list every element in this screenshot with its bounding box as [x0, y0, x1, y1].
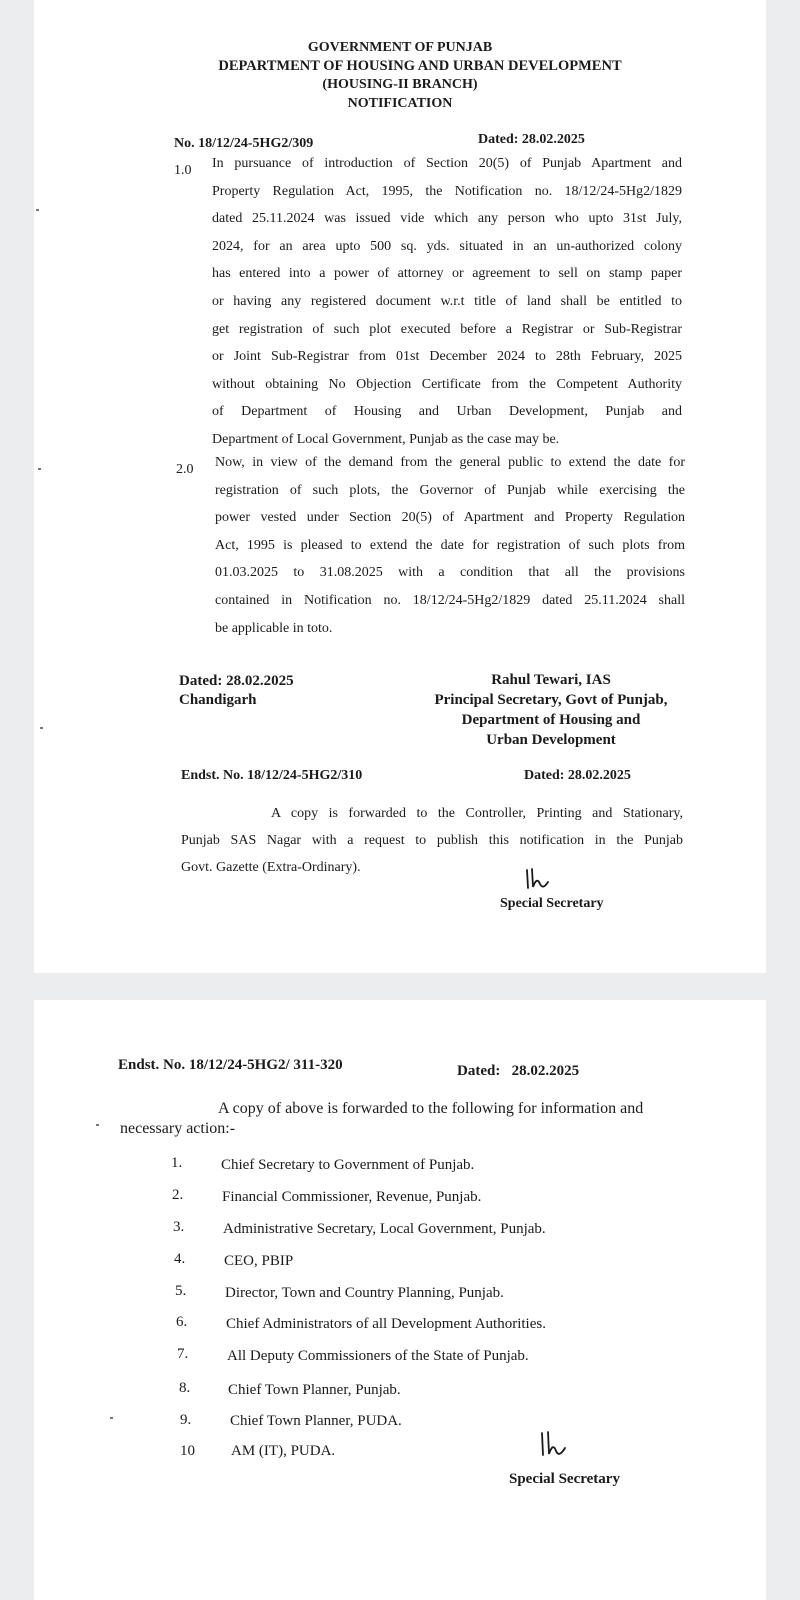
special-secretary-title: Special Secretary	[509, 1471, 620, 1487]
para-2-line: be applicable in toto.	[215, 620, 333, 636]
signatory-designation: Principal Secretary, Govt of Punjab,	[434, 692, 668, 708]
recipient-item: Chief Town Planner, PUDA.	[230, 1413, 402, 1429]
recipient-number: 2.	[172, 1187, 184, 1203]
recipient-item: Administrative Secretary, Local Government, Punjab.	[223, 1221, 546, 1237]
scan-speck	[38, 468, 41, 470]
recipient-item: Financial Commissioner, Revenue, Punjab.	[222, 1189, 482, 1205]
notification-date: Dated: 28.02.2025	[478, 132, 585, 147]
recipient-item: All Deputy Commissioners of the State of Punjab.	[227, 1348, 529, 1364]
distribution-intro-2: necessary action:-	[120, 1120, 236, 1137]
para-2-number: 2.0	[176, 462, 194, 477]
para-2-line: 01.03.2025 to 31.08.2025 with a condition that all the provisions	[215, 565, 685, 581]
scan-speck	[36, 209, 39, 211]
header-government: GOVERNMENT OF PUNJAB	[307, 40, 493, 55]
para-1-line: dated 25.11.2024 was issued vide which any person who upto 31st July,	[212, 211, 682, 227]
para-1-number: 1.0	[174, 163, 192, 178]
endorsement-number: Endst. No. 18/12/24-5HG2/310	[181, 768, 363, 783]
para-1-line: or Joint Sub-Registrar from 01st December 2024 to 28th February, 2025	[212, 349, 682, 365]
signatory-name: Rahul Tewari, IAS	[491, 672, 611, 688]
recipient-number: 5.	[175, 1283, 187, 1299]
endorsement-date: Dated: 28.02.2025	[524, 768, 631, 783]
recipient-number: 6.	[176, 1314, 188, 1330]
endorsement-number: Endst. No. 18/12/24-5HG2/ 311-320	[118, 1057, 343, 1073]
para-2	[215, 449, 685, 642]
recipient-number: 10	[180, 1443, 195, 1459]
header-branch: (HOUSING-II BRANCH)	[322, 77, 478, 92]
document-page-2	[34, 1000, 766, 1600]
endorsement-date: Dated: 28.02.2025	[457, 1063, 580, 1079]
para-2-line: Now, in view of the demand from the general public to extend the date for	[215, 455, 685, 470]
para-1-line: of Department of Housing and Urban Development, Punjab and	[212, 404, 682, 420]
signatory-department-2: Urban Development	[486, 732, 616, 748]
recipient-number: 7.	[177, 1346, 189, 1362]
para-2-line: registration of such plots, the Governor of Punjab while exercising the	[215, 482, 685, 498]
para-2-line: contained in Notification no. 18/12/24-5Hg2/1829 dated 25.11.2024 shall	[215, 592, 685, 608]
para-2-line: Act, 1995 is pleased to extend the date for registration of such plots from	[215, 537, 685, 553]
signatory-department: Department of Housing and	[461, 712, 641, 728]
endorsement-line: Punjab SAS Nagar with a request to publish this notification in the Punjab	[181, 833, 683, 848]
para-1-line: Property Regulation Act, 1995, the Notification no. 18/12/24-5Hg2/1829	[212, 183, 682, 199]
para-1	[212, 150, 682, 454]
signature-initials	[536, 1430, 568, 1460]
signatory-block	[406, 670, 696, 750]
recipient-item: Director, Town and Country Planning, Punjab.	[225, 1285, 504, 1301]
reference-number: No. 18/12/24-5HG2/309	[174, 136, 314, 151]
para-1-line: or having any registered document w.r.t title of land shall be entitled to	[212, 293, 682, 309]
recipient-number: 3.	[173, 1219, 185, 1235]
signature-initials	[521, 866, 551, 892]
recipient-number: 4.	[174, 1251, 186, 1267]
closing-place: Chandigarh	[179, 692, 257, 708]
endorsement-text	[181, 800, 683, 881]
para-1-line: Department of Local Government, Punjab as the case may be.	[212, 431, 560, 447]
document-page-1	[34, 0, 766, 973]
scan-speck	[110, 1417, 113, 1419]
para-1-line: has entered into a power of attorney or agreement to sell on stamp paper	[212, 266, 682, 282]
para-1-line: 2024, for an area upto 500 sq. yds. situated in an un-authorized colony	[212, 238, 682, 254]
recipient-number: 1.	[171, 1155, 183, 1171]
para-1-line: get registration of such plot executed before a Registrar or Sub-Registrar	[212, 321, 682, 337]
header-department: DEPARTMENT OF HOUSING AND URBAN DEVELOPMENT	[218, 58, 622, 74]
recipient-number: 9.	[180, 1412, 192, 1428]
recipient-number: 8.	[179, 1380, 191, 1396]
para-1-line: without obtaining No Objection Certificate from the Competent Authority	[212, 376, 682, 392]
scan-speck	[96, 1124, 99, 1126]
endorsement-line: Govt. Gazette (Extra-Ordinary).	[181, 860, 361, 875]
scan-speck	[40, 727, 43, 729]
endorsement-line: A copy is forwarded to the Controller, Printing and Stationary,	[271, 806, 683, 821]
special-secretary-title: Special Secretary	[500, 896, 604, 911]
recipient-item: Chief Administrators of all Development Authorities.	[226, 1316, 546, 1332]
recipient-item: AM (IT), PUDA.	[231, 1443, 336, 1459]
para-2-line: power vested under Section 20(5) of Apartment and Property Regulation	[215, 510, 685, 526]
para-1-line: In pursuance of introduction of Section 20(5) of Punjab Apartment and	[212, 156, 682, 171]
closing-date: Dated: 28.02.2025	[179, 673, 294, 689]
header-notification: NOTIFICATION	[347, 96, 453, 111]
distribution-intro: A copy of above is forwarded to the following for information and	[218, 1100, 644, 1117]
recipient-item: Chief Secretary to Government of Punjab.	[221, 1157, 475, 1173]
recipient-item: CEO, PBIP	[224, 1253, 294, 1269]
recipient-item: Chief Town Planner, Punjab.	[228, 1382, 401, 1398]
